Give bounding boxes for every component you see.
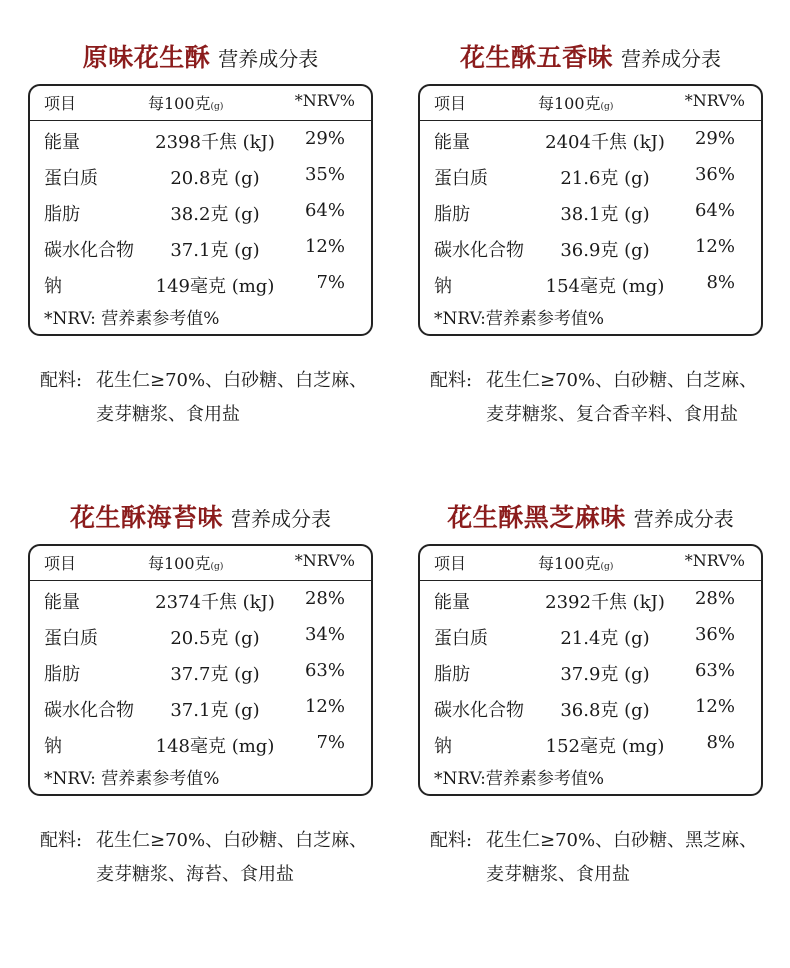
nutrition-panel-seaweed (28, 498, 373, 892)
row-nrv: 36% (694, 624, 735, 645)
nrv-footnote: *NRV:营养素参考值% (434, 309, 605, 329)
header-nrv: *NRV% (684, 91, 745, 110)
row-value: 37.1克 (g) (170, 240, 260, 261)
row-nrv: 12% (304, 236, 345, 257)
table-row (30, 582, 371, 618)
header-per-label: 每100克 (538, 554, 601, 573)
row-name: 脂肪 (44, 204, 80, 225)
row-nrv: 8% (706, 732, 735, 753)
ingredients-line-1: 花生仁≥70%、白砂糖、白芝麻、 (96, 370, 368, 391)
row-name: 碳水化合物 (434, 700, 524, 721)
product-name: 花生酥海苔味 (69, 503, 223, 532)
row-nrv: 12% (304, 696, 345, 717)
header-per-unit: (g) (600, 102, 614, 112)
row-value: 38.2克 (g) (170, 204, 260, 225)
table-row (30, 690, 371, 726)
row-nrv: 35% (304, 164, 345, 185)
table-row (30, 618, 371, 654)
ingredients-line-2: 麦芽糖浆、海苔、食用盐 (96, 864, 294, 885)
panel-title (418, 38, 763, 84)
row-value: 2392千焦 (kJ) (545, 592, 665, 613)
table-row (30, 654, 371, 690)
row-value: 154毫克 (mg) (545, 276, 665, 297)
row-name: 钠 (44, 736, 62, 757)
table-row (420, 266, 761, 302)
ingredients-line-2: 麦芽糖浆、食用盐 (96, 404, 240, 425)
row-name: 能量 (434, 592, 470, 613)
table-row (420, 654, 761, 690)
product-name: 花生酥五香味 (459, 43, 613, 72)
table-row (30, 266, 371, 302)
nutrition-panel-five-spice (418, 38, 763, 432)
row-name: 能量 (434, 132, 470, 153)
row-name: 能量 (44, 592, 80, 613)
row-value: 2398千焦 (kJ) (155, 132, 275, 153)
table-row (420, 230, 761, 266)
row-nrv: 34% (304, 624, 345, 645)
table-row (30, 122, 371, 158)
ingredients-label: 配料: (430, 370, 473, 391)
header-item: 项目 (434, 94, 467, 113)
table-title: 营养成分表 (621, 47, 721, 71)
row-value: 36.9克 (g) (560, 240, 650, 261)
row-value: 2404千焦 (kJ) (545, 132, 665, 153)
row-value: 148毫克 (mg) (155, 736, 275, 757)
panel-title (28, 38, 373, 84)
table-row (420, 726, 761, 762)
row-nrv: 64% (304, 200, 345, 221)
table-row (420, 194, 761, 230)
row-nrv: 7% (316, 732, 345, 753)
table-row (420, 122, 761, 158)
header-nrv: *NRV% (294, 551, 355, 570)
row-nrv: 63% (694, 660, 735, 681)
row-nrv: 8% (706, 272, 735, 293)
ingredients-label: 配料: (40, 830, 83, 851)
row-value: 37.1克 (g) (170, 700, 260, 721)
ingredients (430, 364, 775, 432)
ingredients-line-1: 花生仁≥70%、白砂糖、白芝麻、 (96, 830, 368, 851)
nutrition-table (28, 544, 373, 796)
table-row (30, 230, 371, 266)
table-row (420, 158, 761, 194)
header-per-label: 每100克 (148, 94, 211, 113)
row-nrv: 63% (304, 660, 345, 681)
product-name: 原味花生酥 (82, 43, 211, 72)
ingredients-line-2: 麦芽糖浆、复合香辛料、食用盐 (486, 404, 738, 425)
row-name: 碳水化合物 (44, 700, 134, 721)
row-value: 38.1克 (g) (560, 204, 650, 225)
ingredients (40, 364, 385, 432)
row-name: 脂肪 (44, 664, 80, 685)
nutrition-table (418, 84, 763, 336)
header-per (148, 91, 223, 114)
row-nrv: 28% (694, 588, 735, 609)
nutrition-table (418, 544, 763, 796)
row-nrv: 12% (694, 696, 735, 717)
header-per (148, 551, 223, 574)
row-value: 2374千焦 (kJ) (155, 592, 275, 613)
row-value: 37.9克 (g) (560, 664, 650, 685)
header-item: 项目 (434, 554, 467, 573)
header-per (538, 551, 613, 574)
header-per-unit: (g) (210, 102, 224, 112)
nrv-footnote: *NRV: 营养素参考值% (44, 769, 220, 789)
panel-title (28, 498, 373, 544)
table-title: 营养成分表 (633, 507, 734, 531)
row-nrv: 29% (304, 128, 345, 149)
row-nrv: 36% (694, 164, 735, 185)
header-per (538, 91, 613, 114)
row-name: 钠 (434, 276, 452, 297)
ingredients-label: 配料: (430, 830, 473, 851)
nutrition-table (28, 84, 373, 336)
header-nrv: *NRV% (684, 551, 745, 570)
row-nrv: 12% (694, 236, 735, 257)
row-name: 蛋白质 (434, 168, 488, 189)
row-name: 蛋白质 (44, 628, 98, 649)
table-row (420, 690, 761, 726)
row-value: 20.5克 (g) (170, 628, 260, 649)
panel-title (418, 498, 763, 544)
nutrition-panel-black-sesame (418, 498, 763, 892)
row-name: 能量 (44, 132, 80, 153)
row-value: 149毫克 (mg) (155, 276, 275, 297)
row-name: 碳水化合物 (434, 240, 524, 261)
header-per-unit: (g) (600, 562, 614, 572)
nrv-footnote: *NRV:营养素参考值% (434, 769, 605, 789)
row-nrv: 64% (694, 200, 735, 221)
table-row (420, 582, 761, 618)
header-nrv: *NRV% (294, 91, 355, 110)
row-name: 脂肪 (434, 204, 470, 225)
row-name: 碳水化合物 (44, 240, 134, 261)
row-nrv: 7% (316, 272, 345, 293)
row-name: 钠 (434, 736, 452, 757)
row-value: 36.8克 (g) (560, 700, 650, 721)
row-name: 蛋白质 (44, 168, 98, 189)
header-per-label: 每100克 (538, 94, 601, 113)
ingredients (430, 824, 775, 892)
table-header (420, 86, 761, 121)
table-title: 营养成分表 (231, 507, 331, 531)
ingredients-line-2: 麦芽糖浆、食用盐 (486, 864, 630, 885)
nutrition-panel-original (28, 38, 373, 432)
table-row (420, 618, 761, 654)
header-per-label: 每100克 (148, 554, 211, 573)
row-name: 脂肪 (434, 664, 470, 685)
table-header (30, 546, 371, 581)
table-title: 营养成分表 (218, 47, 319, 71)
header-item: 项目 (44, 94, 77, 113)
table-header (420, 546, 761, 581)
row-value: 21.4克 (g) (560, 628, 650, 649)
ingredients-line-1: 花生仁≥70%、白砂糖、白芝麻、 (486, 370, 758, 391)
product-name: 花生酥黑芝麻味 (447, 503, 626, 532)
header-item: 项目 (44, 554, 77, 573)
row-value: 37.7克 (g) (170, 664, 260, 685)
ingredients-label: 配料: (40, 370, 83, 391)
row-nrv: 29% (694, 128, 735, 149)
row-name: 钠 (44, 276, 62, 297)
table-row (30, 158, 371, 194)
table-row (30, 726, 371, 762)
ingredients (40, 824, 385, 892)
nrv-footnote: *NRV: 营养素参考值% (44, 309, 220, 329)
row-value: 20.8克 (g) (170, 168, 260, 189)
row-name: 蛋白质 (434, 628, 488, 649)
header-per-unit: (g) (210, 562, 224, 572)
table-header (30, 86, 371, 121)
ingredients-line-1: 花生仁≥70%、白砂糖、黑芝麻、 (486, 830, 758, 851)
table-row (30, 194, 371, 230)
row-value: 152毫克 (mg) (545, 736, 665, 757)
row-nrv: 28% (304, 588, 345, 609)
row-value: 21.6克 (g) (560, 168, 650, 189)
